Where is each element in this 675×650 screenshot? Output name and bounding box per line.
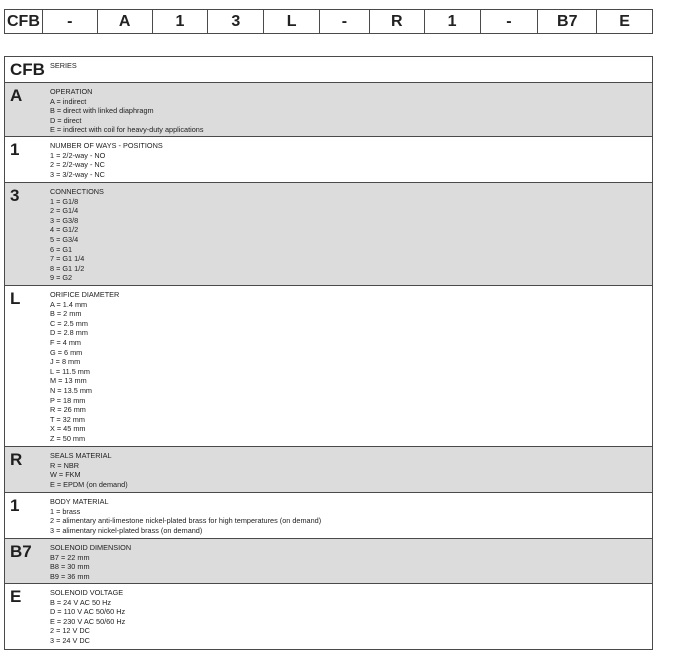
option-item: 9 = G2 (50, 273, 73, 283)
row-code: L (10, 289, 21, 308)
option-item: R = NBR (50, 460, 79, 470)
option-item: 6 = G1 (50, 244, 73, 254)
option-item: 3 = alimentary nickel-plated brass (on demand) (50, 525, 203, 535)
option-item: X = 45 mm (50, 424, 86, 434)
row-description (50, 451, 128, 489)
spec-row (4, 584, 653, 650)
row-code: A (10, 86, 23, 105)
option-item: B = direct with linked diaphragm (50, 106, 154, 116)
row-code: 3 (10, 186, 20, 205)
option-item: J = 8 mm (50, 357, 81, 367)
code-separator: - (481, 10, 539, 33)
option-item: B8 = 30 mm (50, 562, 90, 572)
row-description (50, 187, 104, 283)
code-separator: - (320, 10, 370, 33)
option-item: E = indirect with coil for heavy-duty applications (50, 125, 204, 135)
option-item: E = EPDM (on demand) (50, 479, 128, 489)
option-item: W = FKM (50, 470, 81, 480)
row-code: R (10, 450, 23, 469)
option-item: 2 = 12 V DC (50, 626, 90, 636)
option-item: 4 = G1/2 (50, 225, 79, 235)
order-code-bar (4, 9, 653, 34)
row-title: OPERATION (50, 87, 93, 96)
option-item: B = 2 mm (50, 309, 82, 319)
option-item: A = indirect (50, 96, 87, 106)
option-item: F = 4 mm (50, 337, 82, 347)
row-description (50, 61, 77, 71)
code-segment: 1 (425, 10, 481, 33)
row-description (50, 290, 119, 444)
option-item: 1 = brass (50, 506, 81, 516)
option-item: 2 = 2/2-way - NC (50, 160, 105, 170)
option-item: A = 1.4 mm (50, 299, 88, 309)
option-item: 1 = G1/8 (50, 196, 79, 206)
row-description (50, 497, 321, 535)
code-segment: L (264, 10, 320, 33)
row-description (50, 141, 163, 179)
row-description (50, 543, 131, 581)
code-segment: 3 (208, 10, 264, 33)
code-segment: A (98, 10, 153, 33)
option-item: 5 = G3/4 (50, 234, 79, 244)
spec-row (4, 183, 653, 286)
row-title: BODY MATERIAL (50, 497, 109, 506)
spec-row (4, 286, 653, 447)
option-item: B9 = 36 mm (50, 571, 90, 581)
code-segment: CFB (5, 10, 43, 33)
option-item: T = 32 mm (50, 414, 85, 424)
option-item: 3 = 3/2-way - NC (50, 169, 105, 179)
row-title: NUMBER OF WAYS - POSITIONS (50, 141, 163, 150)
row-description (50, 87, 204, 135)
option-item: G = 6 mm (50, 347, 83, 357)
spec-row (4, 57, 653, 83)
row-code: 1 (10, 496, 20, 515)
option-item: 1 = 2/2-way - NO (50, 150, 106, 160)
option-item: 7 = G1 1/4 (50, 254, 85, 264)
option-item: E = 230 V AC 50/60 Hz (50, 616, 126, 626)
row-title: SOLENOID VOLTAGE (50, 588, 124, 597)
option-item: 3 = 24 V DC (50, 635, 90, 645)
row-title: SOLENOID DIMENSION (50, 543, 132, 552)
option-item: C = 2.5 mm (50, 318, 88, 328)
option-item: Z = 50 mm (50, 433, 86, 443)
row-title: ORIFICE DIAMETER (50, 290, 120, 299)
option-item: 2 = alimentary anti-limestone nickel-plated brass for high temperatures (on demand) (50, 516, 322, 526)
code-separator: - (43, 10, 98, 33)
row-code: E (10, 587, 22, 606)
code-segment: B7 (538, 10, 597, 33)
row-code: B7 (10, 542, 32, 561)
option-item: 2 = G1/4 (50, 206, 79, 216)
code-segment: R (370, 10, 425, 33)
option-item: B = 24 V AC 50 Hz (50, 597, 112, 607)
row-code: CFB (10, 60, 45, 79)
option-item: L = 11.5 mm (50, 366, 90, 376)
spec-row (4, 539, 653, 584)
option-item: D = 2.8 mm (50, 328, 88, 338)
ordering-spec-table (4, 56, 653, 650)
code-segment: 1 (153, 10, 209, 33)
option-item: R = 26 mm (50, 405, 86, 415)
code-segment: E (619, 12, 630, 30)
row-code: 1 (10, 140, 20, 159)
option-item: 3 = G3/8 (50, 215, 79, 225)
option-item: B7 = 22 mm (50, 552, 90, 562)
option-item: N = 13.5 mm (50, 385, 92, 395)
row-title: SERIES (50, 61, 77, 70)
row-title: CONNECTIONS (50, 187, 104, 196)
spec-row (4, 137, 653, 183)
spec-row (4, 493, 653, 539)
spec-row (4, 83, 653, 137)
row-title: SEALS MATERIAL (50, 451, 112, 460)
option-item: D = 110 V AC 50/60 Hz (50, 607, 126, 617)
option-item: 8 = G1 1/2 (50, 263, 85, 273)
spec-row (4, 447, 653, 493)
option-item: P = 18 mm (50, 395, 86, 405)
row-description (50, 588, 125, 646)
option-item: M = 13 mm (50, 376, 87, 386)
option-item: D = direct (50, 115, 82, 125)
